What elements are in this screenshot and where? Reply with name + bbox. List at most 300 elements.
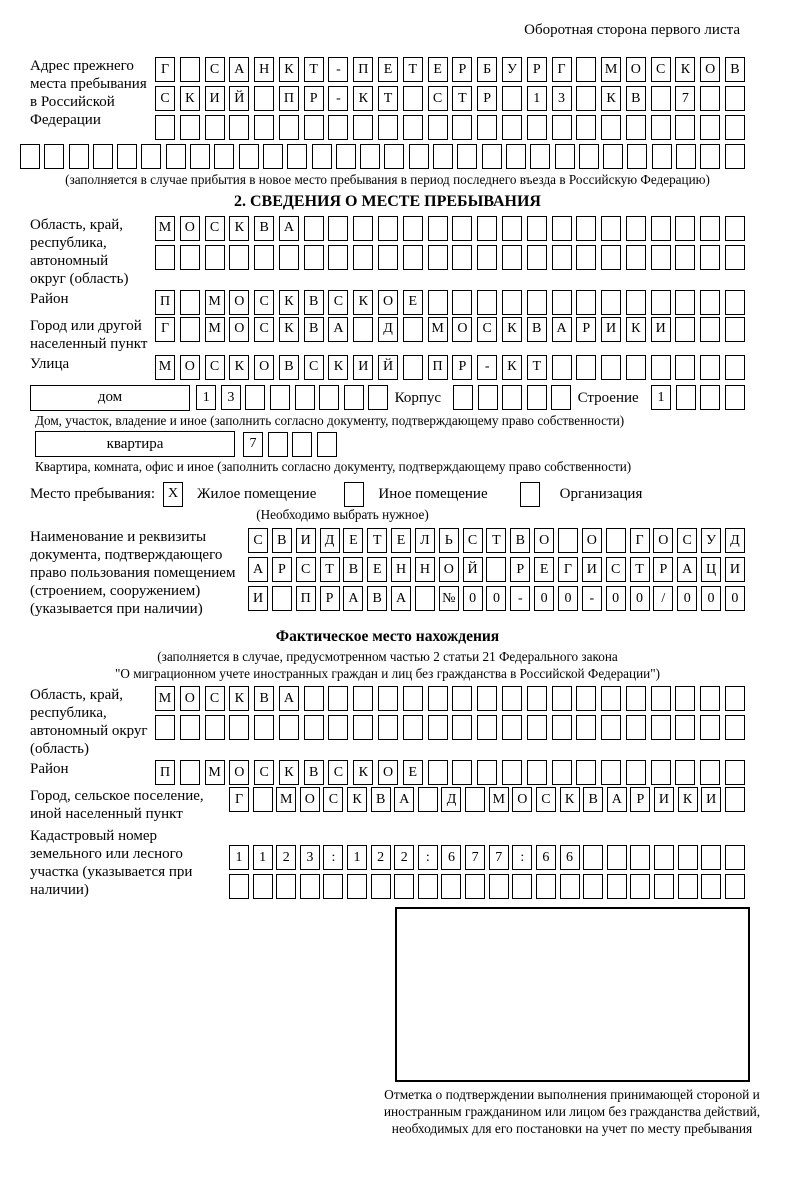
char-box[interactable]: К xyxy=(229,686,249,711)
char-box[interactable] xyxy=(552,290,572,315)
char-box[interactable] xyxy=(527,290,547,315)
char-box[interactable]: И xyxy=(582,557,602,582)
char-box[interactable] xyxy=(630,845,650,870)
char-box[interactable] xyxy=(502,385,522,410)
char-box[interactable] xyxy=(651,760,671,785)
char-box[interactable]: О xyxy=(700,57,720,82)
char-box[interactable] xyxy=(651,355,671,380)
char-box[interactable] xyxy=(700,290,720,315)
char-box[interactable] xyxy=(626,686,646,711)
char-box[interactable] xyxy=(626,355,646,380)
char-box[interactable]: И xyxy=(296,528,316,553)
char-box[interactable] xyxy=(502,216,522,241)
char-box[interactable] xyxy=(502,86,522,111)
char-box[interactable] xyxy=(428,686,448,711)
char-box[interactable] xyxy=(312,144,332,169)
char-box[interactable] xyxy=(477,686,497,711)
char-box[interactable] xyxy=(254,715,274,740)
char-box[interactable]: Р xyxy=(272,557,292,582)
char-box[interactable]: О xyxy=(439,557,459,582)
char-box[interactable] xyxy=(378,686,398,711)
char-box[interactable] xyxy=(627,144,647,169)
char-box[interactable] xyxy=(409,144,429,169)
char-box[interactable]: К xyxy=(229,355,249,380)
char-box[interactable] xyxy=(601,715,621,740)
char-box[interactable]: О xyxy=(229,317,249,342)
char-box[interactable] xyxy=(394,874,414,899)
char-box[interactable] xyxy=(725,245,745,270)
char-box[interactable] xyxy=(700,760,720,785)
char-box[interactable]: В xyxy=(583,787,603,812)
char-box[interactable]: К xyxy=(229,216,249,241)
char-box[interactable] xyxy=(452,715,472,740)
char-box[interactable]: С xyxy=(536,787,556,812)
char-box[interactable]: К xyxy=(279,57,299,82)
char-box[interactable]: П xyxy=(353,57,373,82)
char-box[interactable]: И xyxy=(654,787,674,812)
char-box[interactable] xyxy=(651,715,671,740)
char-box[interactable]: О xyxy=(180,686,200,711)
char-box[interactable]: К xyxy=(279,317,299,342)
char-box[interactable] xyxy=(254,86,274,111)
char-box[interactable] xyxy=(675,290,695,315)
char-box[interactable] xyxy=(317,432,337,457)
char-box[interactable]: И xyxy=(725,557,745,582)
char-box[interactable]: 1 xyxy=(651,385,671,410)
char-box[interactable]: Т xyxy=(403,57,423,82)
char-box[interactable] xyxy=(601,290,621,315)
char-box[interactable] xyxy=(725,715,745,740)
char-box[interactable] xyxy=(725,787,745,812)
char-box[interactable] xyxy=(418,787,438,812)
char-box[interactable] xyxy=(675,355,695,380)
char-box[interactable]: Г xyxy=(155,57,175,82)
char-box[interactable]: Г xyxy=(229,787,249,812)
char-box[interactable] xyxy=(304,686,324,711)
char-box[interactable] xyxy=(560,874,580,899)
char-box[interactable]: П xyxy=(155,290,175,315)
char-box[interactable] xyxy=(576,216,596,241)
char-box[interactable]: В xyxy=(272,528,292,553)
char-box[interactable] xyxy=(336,144,356,169)
char-box[interactable] xyxy=(502,686,522,711)
char-box[interactable]: К xyxy=(353,760,373,785)
char-box[interactable] xyxy=(428,245,448,270)
char-box[interactable]: К xyxy=(353,290,373,315)
char-box[interactable]: Н xyxy=(254,57,274,82)
char-box[interactable] xyxy=(651,245,671,270)
char-box[interactable]: - xyxy=(510,586,530,611)
char-box[interactable] xyxy=(651,290,671,315)
char-box[interactable]: К xyxy=(502,317,522,342)
char-box[interactable]: 1 xyxy=(527,86,547,111)
char-box[interactable]: О xyxy=(534,528,554,553)
house-wide-box[interactable]: дом xyxy=(30,385,190,411)
char-box[interactable] xyxy=(69,144,89,169)
char-box[interactable]: С xyxy=(677,528,697,553)
char-box[interactable] xyxy=(205,715,225,740)
char-box[interactable] xyxy=(601,216,621,241)
char-box[interactable] xyxy=(603,144,623,169)
char-box[interactable] xyxy=(626,115,646,140)
char-box[interactable]: Н xyxy=(391,557,411,582)
char-box[interactable] xyxy=(229,115,249,140)
char-box[interactable] xyxy=(214,144,234,169)
char-box[interactable]: А xyxy=(279,686,299,711)
char-box[interactable] xyxy=(44,144,64,169)
char-box[interactable] xyxy=(428,115,448,140)
char-box[interactable] xyxy=(725,874,745,899)
char-box[interactable]: М xyxy=(205,317,225,342)
char-box[interactable]: 2 xyxy=(394,845,414,870)
char-box[interactable] xyxy=(552,216,572,241)
char-box[interactable] xyxy=(378,715,398,740)
char-box[interactable]: Е xyxy=(378,57,398,82)
char-box[interactable] xyxy=(20,144,40,169)
char-box[interactable]: Т xyxy=(378,86,398,111)
char-box[interactable]: 7 xyxy=(489,845,509,870)
char-box[interactable] xyxy=(652,144,672,169)
char-box[interactable] xyxy=(180,290,200,315)
char-box[interactable] xyxy=(353,317,373,342)
char-box[interactable] xyxy=(601,355,621,380)
char-box[interactable] xyxy=(502,290,522,315)
char-box[interactable]: А xyxy=(552,317,572,342)
char-box[interactable]: О xyxy=(300,787,320,812)
char-box[interactable]: М xyxy=(428,317,448,342)
char-box[interactable] xyxy=(551,385,571,410)
char-box[interactable] xyxy=(465,874,485,899)
char-box[interactable]: М xyxy=(155,686,175,711)
char-box[interactable]: А xyxy=(343,586,363,611)
char-box[interactable] xyxy=(328,686,348,711)
char-box[interactable] xyxy=(428,290,448,315)
char-box[interactable]: Р xyxy=(630,787,650,812)
char-box[interactable]: Ц xyxy=(701,557,721,582)
char-box[interactable] xyxy=(651,86,671,111)
char-box[interactable] xyxy=(601,245,621,270)
char-box[interactable] xyxy=(477,290,497,315)
char-box[interactable]: Е xyxy=(403,290,423,315)
char-box[interactable] xyxy=(270,385,290,410)
char-box[interactable]: А xyxy=(248,557,268,582)
char-box[interactable]: Т xyxy=(320,557,340,582)
char-box[interactable] xyxy=(601,686,621,711)
char-box[interactable] xyxy=(453,385,473,410)
char-box[interactable] xyxy=(452,216,472,241)
char-box[interactable] xyxy=(263,144,283,169)
char-box[interactable]: К xyxy=(675,57,695,82)
char-box[interactable] xyxy=(651,216,671,241)
char-box[interactable] xyxy=(452,760,472,785)
char-box[interactable] xyxy=(576,760,596,785)
char-box[interactable] xyxy=(630,874,650,899)
char-box[interactable] xyxy=(428,715,448,740)
char-box[interactable] xyxy=(180,317,200,342)
char-box[interactable]: М xyxy=(155,355,175,380)
char-box[interactable] xyxy=(725,144,745,169)
char-box[interactable] xyxy=(583,845,603,870)
char-box[interactable] xyxy=(725,845,745,870)
char-box[interactable] xyxy=(254,245,274,270)
char-box[interactable]: Д xyxy=(725,528,745,553)
char-box[interactable]: / xyxy=(653,586,673,611)
char-box[interactable] xyxy=(229,245,249,270)
char-box[interactable]: Г xyxy=(552,57,572,82)
char-box[interactable]: Р xyxy=(320,586,340,611)
char-box[interactable] xyxy=(384,144,404,169)
char-box[interactable]: И xyxy=(248,586,268,611)
char-box[interactable]: 0 xyxy=(534,586,554,611)
char-box[interactable] xyxy=(295,385,315,410)
char-box[interactable]: О xyxy=(180,216,200,241)
char-box[interactable]: С xyxy=(328,760,348,785)
char-box[interactable]: К xyxy=(328,355,348,380)
char-box[interactable]: 1 xyxy=(229,845,249,870)
char-box[interactable] xyxy=(477,715,497,740)
char-box[interactable]: П xyxy=(155,760,175,785)
char-box[interactable]: К xyxy=(279,290,299,315)
char-box[interactable]: П xyxy=(428,355,448,380)
char-box[interactable]: 7 xyxy=(675,86,695,111)
char-box[interactable]: А xyxy=(677,557,697,582)
char-box[interactable]: Е xyxy=(534,557,554,582)
char-box[interactable]: А xyxy=(279,216,299,241)
char-box[interactable]: Д xyxy=(378,317,398,342)
char-box[interactable]: О xyxy=(512,787,532,812)
char-box[interactable]: - xyxy=(328,57,348,82)
char-box[interactable] xyxy=(229,874,249,899)
char-box[interactable] xyxy=(701,845,721,870)
char-box[interactable]: В xyxy=(626,86,646,111)
char-box[interactable] xyxy=(558,528,578,553)
char-box[interactable]: К xyxy=(180,86,200,111)
char-box[interactable] xyxy=(678,874,698,899)
char-box[interactable]: 0 xyxy=(725,586,745,611)
char-box[interactable] xyxy=(576,686,596,711)
char-box[interactable]: Т xyxy=(527,355,547,380)
char-box[interactable]: 3 xyxy=(552,86,572,111)
char-box[interactable] xyxy=(675,686,695,711)
char-box[interactable] xyxy=(477,245,497,270)
char-box[interactable] xyxy=(347,874,367,899)
char-box[interactable] xyxy=(675,317,695,342)
char-box[interactable] xyxy=(675,715,695,740)
char-box[interactable] xyxy=(725,385,745,410)
char-box[interactable]: О xyxy=(582,528,602,553)
char-box[interactable]: 3 xyxy=(300,845,320,870)
char-box[interactable]: В xyxy=(367,586,387,611)
char-box[interactable]: 2 xyxy=(276,845,296,870)
char-box[interactable]: П xyxy=(279,86,299,111)
char-box[interactable] xyxy=(245,385,265,410)
char-box[interactable] xyxy=(328,115,348,140)
char-box[interactable]: С xyxy=(254,760,274,785)
char-box[interactable] xyxy=(606,528,626,553)
char-box[interactable] xyxy=(651,686,671,711)
char-box[interactable] xyxy=(268,432,288,457)
char-box[interactable] xyxy=(725,86,745,111)
char-box[interactable]: К xyxy=(601,86,621,111)
char-box[interactable] xyxy=(93,144,113,169)
char-box[interactable] xyxy=(678,845,698,870)
char-box[interactable] xyxy=(530,144,550,169)
char-box[interactable] xyxy=(276,874,296,899)
char-box[interactable]: Г xyxy=(558,557,578,582)
char-box[interactable]: М xyxy=(155,216,175,241)
char-box[interactable] xyxy=(607,845,627,870)
char-box[interactable] xyxy=(378,115,398,140)
char-box[interactable] xyxy=(328,245,348,270)
char-box[interactable]: : xyxy=(418,845,438,870)
char-box[interactable] xyxy=(292,432,312,457)
char-box[interactable] xyxy=(576,86,596,111)
char-box[interactable] xyxy=(180,115,200,140)
char-box[interactable]: В xyxy=(371,787,391,812)
char-box[interactable] xyxy=(328,216,348,241)
char-box[interactable]: С xyxy=(205,216,225,241)
char-box[interactable]: В xyxy=(279,355,299,380)
char-box[interactable]: Т xyxy=(367,528,387,553)
char-box[interactable] xyxy=(552,715,572,740)
char-box[interactable]: А xyxy=(328,317,348,342)
char-box[interactable]: С xyxy=(328,290,348,315)
char-box[interactable] xyxy=(651,115,671,140)
char-box[interactable] xyxy=(353,115,373,140)
char-box[interactable]: Н xyxy=(415,557,435,582)
char-box[interactable]: А xyxy=(229,57,249,82)
char-box[interactable] xyxy=(155,115,175,140)
char-box[interactable]: Т xyxy=(486,528,506,553)
char-box[interactable] xyxy=(555,144,575,169)
char-box[interactable] xyxy=(583,874,603,899)
char-box[interactable]: А xyxy=(607,787,627,812)
char-box[interactable]: Е xyxy=(343,528,363,553)
char-box[interactable]: О xyxy=(378,290,398,315)
char-box[interactable] xyxy=(155,715,175,740)
char-box[interactable]: В xyxy=(510,528,530,553)
char-box[interactable] xyxy=(229,715,249,740)
char-box[interactable] xyxy=(403,245,423,270)
char-box[interactable]: М xyxy=(205,290,225,315)
apartment-wide-box[interactable]: квартира xyxy=(35,431,235,457)
char-box[interactable]: 1 xyxy=(196,385,216,410)
char-box[interactable] xyxy=(506,144,526,169)
char-box[interactable]: 6 xyxy=(441,845,461,870)
char-box[interactable] xyxy=(700,245,720,270)
char-box[interactable] xyxy=(465,787,485,812)
char-box[interactable]: К xyxy=(678,787,698,812)
char-box[interactable] xyxy=(344,482,364,507)
char-box[interactable] xyxy=(502,760,522,785)
char-box[interactable] xyxy=(287,144,307,169)
char-box[interactable]: В xyxy=(254,686,274,711)
char-box[interactable] xyxy=(536,874,556,899)
char-box[interactable]: Р xyxy=(527,57,547,82)
char-box[interactable] xyxy=(725,216,745,241)
char-box[interactable]: И xyxy=(353,355,373,380)
char-box[interactable] xyxy=(654,874,674,899)
char-box[interactable] xyxy=(626,245,646,270)
char-box[interactable]: 3 xyxy=(221,385,241,410)
char-box[interactable] xyxy=(180,57,200,82)
char-box[interactable] xyxy=(378,245,398,270)
char-box[interactable] xyxy=(403,216,423,241)
char-box[interactable] xyxy=(700,216,720,241)
char-box[interactable] xyxy=(527,715,547,740)
char-box[interactable]: Е xyxy=(367,557,387,582)
char-box[interactable] xyxy=(353,245,373,270)
char-box[interactable]: В xyxy=(527,317,547,342)
char-box[interactable] xyxy=(626,760,646,785)
char-box[interactable] xyxy=(328,715,348,740)
char-box[interactable] xyxy=(626,216,646,241)
char-box[interactable]: 0 xyxy=(677,586,697,611)
char-box[interactable] xyxy=(452,290,472,315)
char-box[interactable]: С xyxy=(463,528,483,553)
char-box[interactable]: Е xyxy=(391,528,411,553)
char-box[interactable] xyxy=(478,385,498,410)
char-box[interactable] xyxy=(700,115,720,140)
char-box[interactable] xyxy=(166,144,186,169)
char-box[interactable] xyxy=(452,245,472,270)
char-box[interactable] xyxy=(552,760,572,785)
char-box[interactable] xyxy=(576,57,596,82)
char-box[interactable] xyxy=(552,355,572,380)
char-box[interactable]: : xyxy=(512,845,532,870)
char-box[interactable]: Р xyxy=(452,355,472,380)
char-box[interactable]: Р xyxy=(304,86,324,111)
char-box[interactable] xyxy=(552,115,572,140)
char-box[interactable] xyxy=(527,686,547,711)
char-box[interactable]: С xyxy=(606,557,626,582)
char-box[interactable] xyxy=(576,290,596,315)
char-box[interactable]: X xyxy=(163,482,183,507)
char-box[interactable]: С xyxy=(248,528,268,553)
char-box[interactable] xyxy=(576,245,596,270)
char-box[interactable] xyxy=(601,760,621,785)
char-box[interactable]: Г xyxy=(155,317,175,342)
char-box[interactable] xyxy=(520,482,540,507)
char-box[interactable] xyxy=(700,317,720,342)
char-box[interactable] xyxy=(601,115,621,140)
char-box[interactable] xyxy=(700,686,720,711)
char-box[interactable]: И xyxy=(701,787,721,812)
char-box[interactable]: 2 xyxy=(371,845,391,870)
char-box[interactable]: У xyxy=(701,528,721,553)
char-box[interactable] xyxy=(371,874,391,899)
char-box[interactable]: 0 xyxy=(606,586,626,611)
char-box[interactable] xyxy=(527,245,547,270)
char-box[interactable] xyxy=(353,216,373,241)
char-box[interactable]: С xyxy=(205,355,225,380)
char-box[interactable] xyxy=(700,86,720,111)
char-box[interactable] xyxy=(141,144,161,169)
char-box[interactable] xyxy=(725,290,745,315)
char-box[interactable] xyxy=(304,245,324,270)
char-box[interactable]: 7 xyxy=(243,432,263,457)
char-box[interactable]: К xyxy=(560,787,580,812)
char-box[interactable] xyxy=(700,144,720,169)
char-box[interactable]: В xyxy=(304,290,324,315)
char-box[interactable] xyxy=(441,874,461,899)
char-box[interactable]: Е xyxy=(403,760,423,785)
char-box[interactable] xyxy=(527,385,547,410)
char-box[interactable] xyxy=(253,874,273,899)
char-box[interactable]: Й xyxy=(378,355,398,380)
char-box[interactable] xyxy=(477,216,497,241)
char-box[interactable]: К xyxy=(279,760,299,785)
